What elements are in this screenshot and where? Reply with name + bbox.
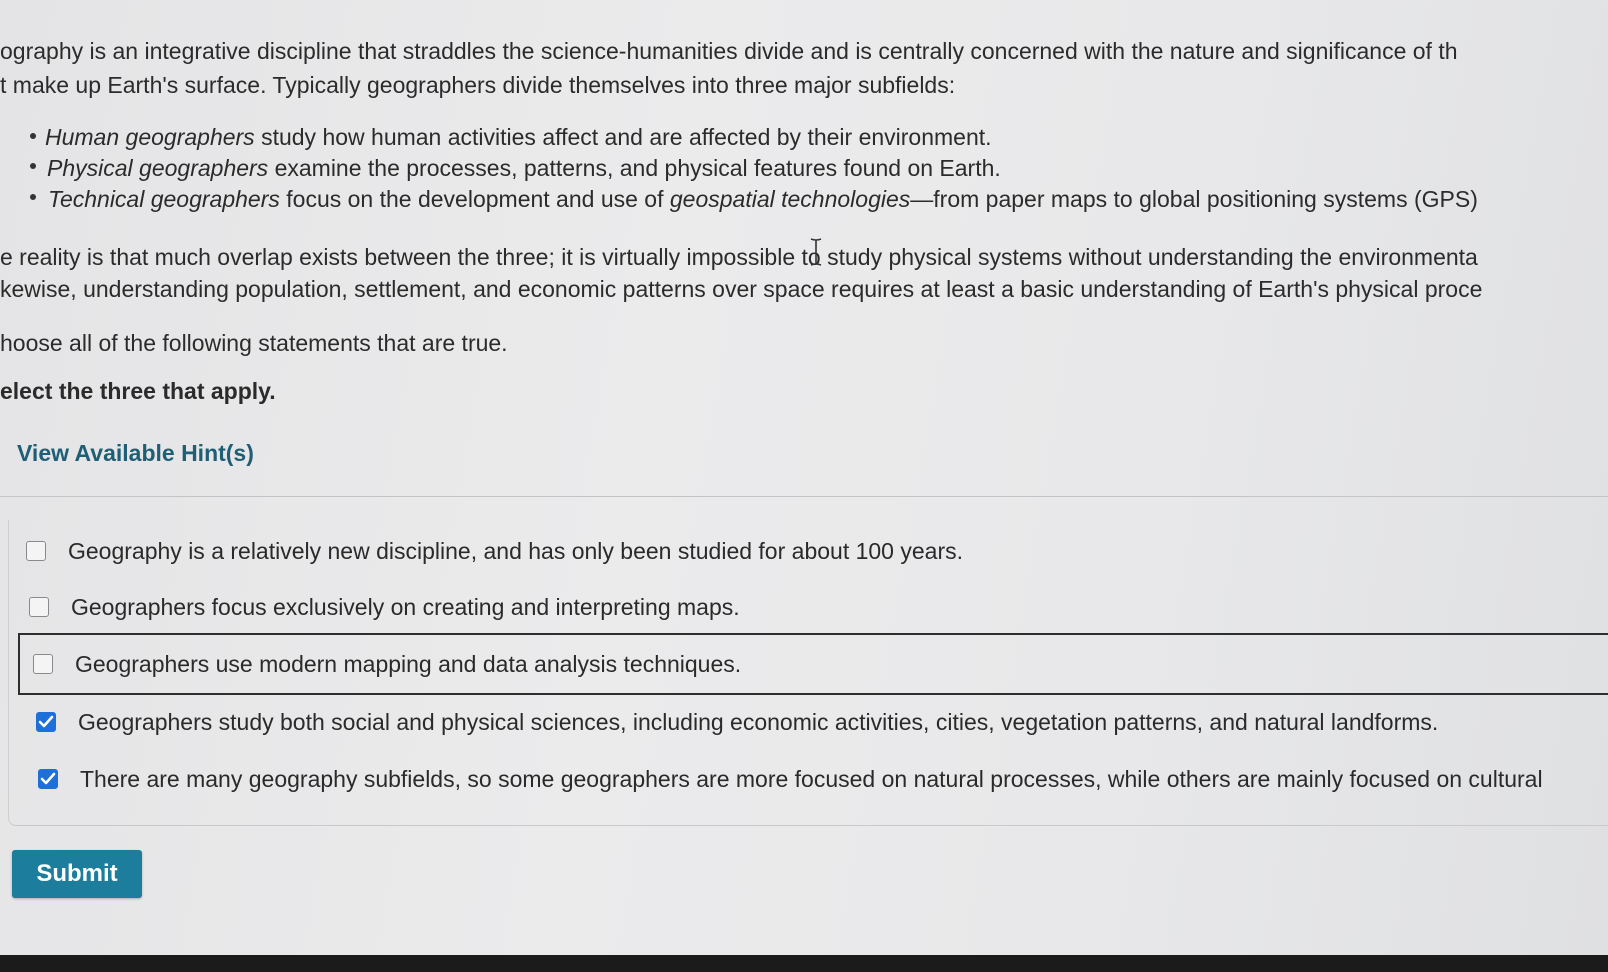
bullet-term-secondary: geospatial technologies	[669, 186, 911, 212]
bullet-technical	[48, 184, 1478, 214]
passage-intro-line-2: t make up Earth's surface. Typically geographers divide themselves into three major subfields:	[0, 72, 956, 98]
text-cursor-icon	[810, 238, 822, 266]
passage-intro-line-1: ography is an integrative discipline that straddles the science-humanities divide and is centrally concerned with the nature and significance of th	[0, 38, 1458, 64]
option-3-checkbox[interactable]	[33, 654, 53, 674]
option-3-label: Geographers use modern mapping and data analysis techniques.	[75, 650, 742, 677]
option-1-label: Geography is a relatively new discipline, and has only been studied for about 100 years.	[68, 537, 963, 564]
screen-bezel	[0, 955, 1608, 972]
option-2-checkbox[interactable]	[29, 597, 49, 617]
bullet-term: Human geographers	[45, 124, 255, 150]
question-instruction: elect the three that apply.	[0, 378, 276, 404]
view-hints-link[interactable]: View Available Hint(s)	[17, 440, 254, 466]
checkmark-icon	[40, 772, 56, 786]
option-4-label: Geographers study both social and physical sciences, including economic activities, cities, vegetation patterns, and natural landforms.	[78, 708, 1439, 735]
option-3[interactable]	[18, 633, 1608, 695]
submit-button[interactable]: Submit	[12, 850, 142, 898]
option-4[interactable]	[36, 705, 1438, 739]
checkmark-icon	[38, 715, 54, 729]
bullet-term: Physical geographers	[47, 155, 269, 181]
question-prompt: hoose all of the following statements that are true.	[0, 330, 508, 356]
divider	[0, 496, 1608, 497]
bullet-icon	[30, 163, 36, 169]
bullet-term: Technical geographers	[48, 186, 280, 212]
option-2[interactable]	[29, 590, 740, 624]
option-5[interactable]	[38, 762, 1543, 796]
option-5-label: There are many geography subfields, so some geographers are more focused on natural processes, while others are mainly focused on cultural	[80, 765, 1543, 792]
bullet-icon	[30, 133, 36, 139]
bullet-physical	[47, 153, 1001, 183]
option-5-checkbox[interactable]	[38, 769, 58, 789]
option-1[interactable]	[26, 534, 963, 568]
bullet-text: examine the processes, patterns, and physical features found on Earth.	[268, 155, 1001, 181]
option-1-checkbox[interactable]	[26, 541, 46, 561]
bullet-text: focus on the development and use of	[279, 186, 670, 212]
bullet-icon	[30, 194, 36, 200]
option-2-label: Geographers focus exclusively on creating and interpreting maps.	[71, 593, 740, 620]
bullet-human	[45, 122, 992, 152]
option-4-checkbox[interactable]	[36, 712, 56, 732]
passage-reality-line-2: kewise, understanding population, settlement, and economic patterns over space requires at least a basic understanding of Earth's physical proce	[0, 276, 1483, 302]
passage-reality-line-1: e reality is that much overlap exists between the three; it is virtually impossible to study physical systems without understanding the environmenta	[0, 244, 1478, 270]
bullet-text: study how human activities affect and are affected by their environment.	[254, 124, 992, 150]
bullet-text: —from paper maps to global positioning systems (GPS)	[910, 186, 1478, 212]
